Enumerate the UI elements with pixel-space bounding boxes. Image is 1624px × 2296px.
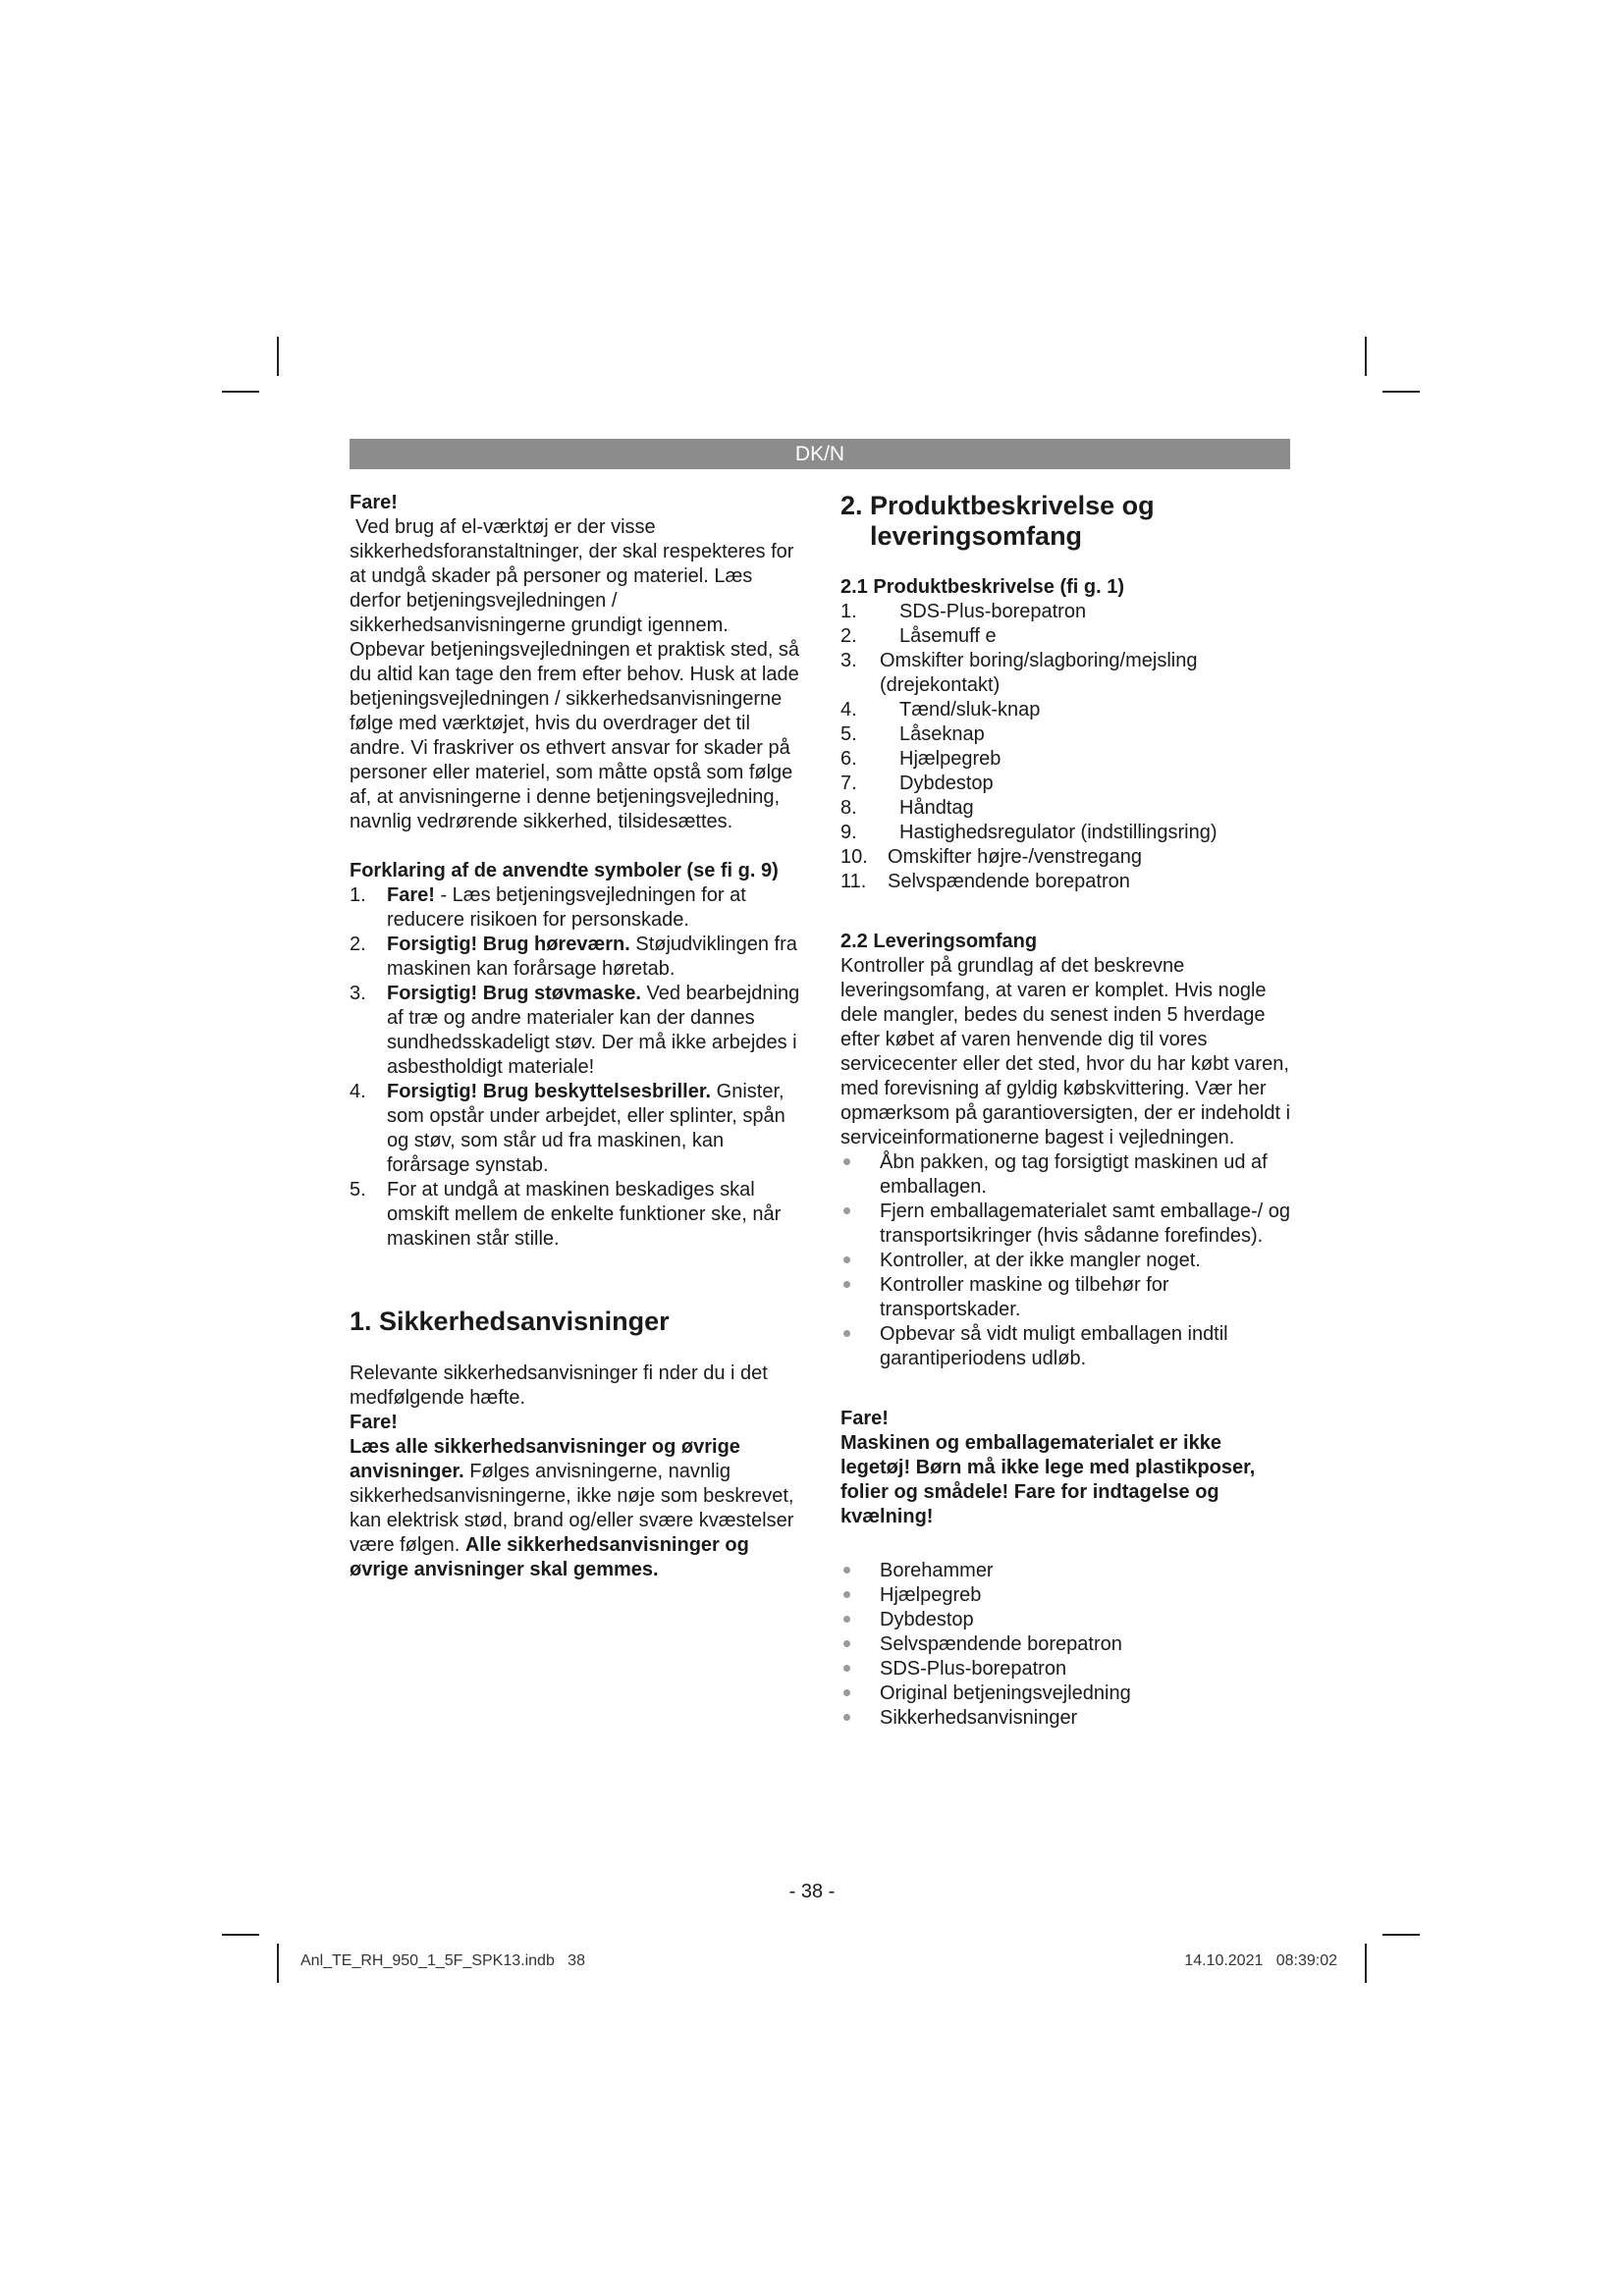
- crop-mark: [1382, 1934, 1420, 1936]
- crop-mark: [222, 391, 259, 393]
- list-item: 10. Omskifter højre-/venstregang: [840, 846, 1142, 868]
- crop-mark: [1365, 1944, 1367, 1983]
- left-column: [350, 491, 807, 1582]
- section1-text: Læs alle sikkerhedsanvisninger og øvrige anvisninger. Følges anvisningerne, navnlig sikkerhedsanvisningerne, ikke nøje som beskrevet, kan elektrisk stød, brand og/eller svære kvæstelser være følgen. Alle sikkerhedsanvisninger og øvrige anvisninger skal gemmes.: [350, 1436, 794, 1580]
- crop-mark: [1365, 337, 1367, 376]
- list-item: 1. SDS-Plus-borepatron: [840, 601, 1087, 622]
- list-item: 8. Håndtag: [840, 797, 974, 819]
- list-item: 4. Tænd/sluk-knap: [840, 699, 1041, 721]
- section1-intro: Relevante sikkerhedsanvisninger fi nder du i det medfølgende hæfte.: [350, 1362, 768, 1409]
- delivery-list: [840, 1559, 1292, 1731]
- list-item: 4. Forsigtig! Brug beskyttelsesbriller. Gnister, som opstår under arbejdet, eller splinter, spån og støv, som står ud fra maskinen, kan forårsage synstab.: [350, 1081, 785, 1176]
- list-item: 5. Låseknap: [840, 723, 985, 745]
- bullet-icon: [843, 1665, 850, 1672]
- bullet-icon: [843, 1207, 850, 1214]
- sub22-text: Kontroller på grundlag af det beskrevne leveringsomfang, at varen er komplet. Hvis nogle dele mangler, bedes du senest inden 5 hverdage efter købet af varen henvende dig til vores servicecenter eller det sted, hvor du har købt varen, med forevisning af gyldig købskvittering. Vær her opmærksom på garantioversigten, der er indeholdt i serviceinformationerne bagest i vejledningen.: [840, 955, 1291, 1148]
- list-item: 7. Dybdestop: [840, 773, 994, 794]
- crop-mark: [277, 1944, 279, 1983]
- bullet-icon: [843, 1256, 850, 1263]
- list-item: Kontroller, at der ikke mangler noget.: [840, 1249, 1292, 1273]
- section2-title: 2. Produktbeskrivelse og leveringsomfang: [840, 491, 1155, 551]
- language-tag: DK/N: [794, 443, 845, 465]
- symbols-heading: Forklaring af de anvendte symboler (se fi g. 9): [350, 860, 779, 881]
- bullet-icon: [843, 1330, 850, 1337]
- crop-mark: [1382, 391, 1420, 393]
- page-number: - 38 -: [788, 1881, 836, 1902]
- parts-list: [840, 600, 1292, 894]
- list-item: 6. Hjælpegreb: [840, 748, 1001, 770]
- list-item: Opbevar så vidt muligt emballagen indtil garantiperiodens udløb.: [840, 1322, 1292, 1371]
- list-item: 5. For at undgå at maskinen beskadiges skal omskift mellem de enkelte funktioner ske, når maskinen står stille.: [350, 1179, 782, 1250]
- section1-fare-heading: Fare!: [350, 1412, 398, 1433]
- list-item: 11. Selvspændende borepatron: [840, 871, 1130, 892]
- list-item: 2. Forsigtig! Brug høreværn. Støjudviklingen fra maskinen kan forårsage høretab.: [350, 934, 797, 980]
- list-item: 1. Fare! - Læs betjeningsvejledningen for at reducere risikoen for personskade.: [350, 884, 746, 931]
- intro-heading: Fare!: [350, 492, 398, 513]
- list-item: 3. Forsigtig! Brug støvmaske. Ved bearbejdning af træ og andre materialer kan der dannes sundhedsskadeligt støv. Der må ikke arbejdes i asbestholdigt materiale!: [350, 983, 800, 1078]
- list-item: SDS-Plus-borepatron: [840, 1657, 1292, 1682]
- bullet-icon: [843, 1689, 850, 1696]
- list-item: 9. Hastighedsregulator (indstillingsring): [840, 822, 1218, 843]
- crop-mark: [277, 337, 279, 376]
- bullet-icon: [843, 1158, 850, 1165]
- bullet-icon: [843, 1591, 850, 1598]
- footer-datetime: 14.10.2021 08:39:02: [1184, 1952, 1337, 1969]
- sub21-title: 2.1 Produktbeskrivelse (fi g. 1): [840, 576, 1124, 598]
- list-item: 3. Omskifter boring/slagboring/mejsling (drejekontakt): [840, 650, 1198, 696]
- list-item: Åbn pakken, og tag forsigtigt maskinen ud af emballagen.: [840, 1150, 1292, 1200]
- list-item: Hjælpegreb: [840, 1583, 1292, 1608]
- list-item: Original betjeningsvejledning: [840, 1682, 1292, 1706]
- fare-heading: Fare!: [840, 1408, 889, 1429]
- list-item: 2. Låsemuff e: [840, 625, 997, 647]
- intro-text: Ved brug af el-værktøj er der visse sikkerhedsforanstaltninger, der skal respekteres for at undgå skader på personer og materiel. Læs derfor betjeningsvejledningen / sikkerhedsanvisningerne grundigt igennem. Opbevar betjeningsvejledningen et praktisk sted, så du altid kan tage den frem efter behov. Husk at lade betjeningsvejledningen / sikkerhedsanvisningerne følge med værktøjet, hvis du overdrager det til andre. Vi fraskriver os ethvert ansvar for skader på personer eller materiel, som måtte opstå som følge af, at anvisningerne i denne betjeningsvejledning, navnlig vedrørende sikkerhed, tilsidesættes.: [350, 516, 800, 832]
- bullet-icon: [843, 1567, 850, 1574]
- crop-mark: [222, 1934, 259, 1936]
- bullet-icon: [843, 1281, 850, 1288]
- list-item: Fjern emballagematerialet samt emballage-/ og transportsikringer (hvis sådanne forefindes).: [840, 1200, 1292, 1249]
- sub22-title: 2.2 Leveringsomfang: [840, 931, 1038, 952]
- language-header-bar: [350, 439, 1290, 469]
- list-item: Selvspændende borepatron: [840, 1632, 1292, 1657]
- list-item: Dybdestop: [840, 1608, 1292, 1632]
- footer-file: Anl_TE_RH_950_1_5F_SPK13.indb 38: [300, 1952, 585, 1969]
- bullet-icon: [843, 1616, 850, 1623]
- list-item: Kontroller maskine og tilbehør for transportskader.: [840, 1273, 1292, 1322]
- fare-warning-text: Maskinen og emballagematerialet er ikke legetøj! Børn må ikke lege med plastikposer, folier og smådele! Fare for indtagelse og kvælning!: [840, 1432, 1256, 1527]
- right-column: [840, 491, 1292, 1731]
- check-list: [840, 1150, 1292, 1371]
- symbols-list: [350, 883, 807, 1252]
- list-item: Sikkerhedsanvisninger: [840, 1706, 1292, 1731]
- bullet-icon: [843, 1640, 850, 1647]
- section1-title: 1. Sikkerhedsanvisninger: [350, 1307, 670, 1336]
- list-item: Borehammer: [840, 1559, 1292, 1583]
- bullet-icon: [843, 1714, 850, 1721]
